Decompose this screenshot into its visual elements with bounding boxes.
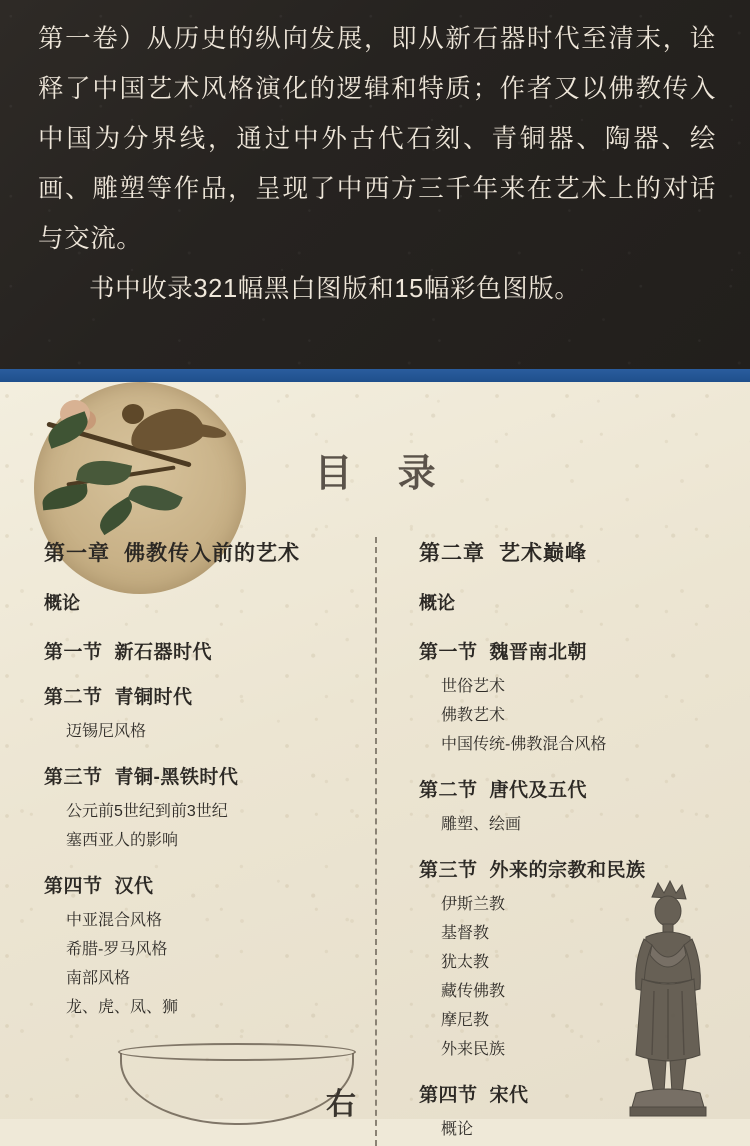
section-item: 中亚混合风格 [66, 912, 163, 929]
section-heading [419, 637, 734, 664]
intro-paragraph-2: 书中收录321幅黑白图版和15幅彩色图版。 [89, 275, 581, 303]
section-item: 迈锡尼风格 [66, 723, 147, 740]
toc-section-group [44, 682, 357, 744]
section-item: 南部风格 [66, 970, 131, 987]
chapter-number: 第一章 [44, 542, 110, 565]
section-item: 希腊-罗马风格 [66, 941, 168, 958]
section-heading [419, 775, 734, 802]
chapter-title: 艺术巅峰 [499, 542, 587, 565]
section-item: 世俗艺术 [441, 678, 506, 695]
chapter-heading [419, 537, 734, 567]
bird-head-shape [122, 404, 144, 424]
section-title: 外来的宗教和民族 [489, 860, 646, 881]
blue-divider [0, 369, 750, 382]
chapter-overview-label: 概论 [44, 593, 80, 613]
section-item: 龙、虎、凤、狮 [66, 999, 179, 1016]
section-heading [44, 871, 357, 898]
section-number: 第二节 [44, 687, 103, 708]
section-item: 摩尼教 [441, 1012, 490, 1029]
page-title: 目 录 [314, 450, 452, 495]
toc-paper-panel [0, 382, 750, 1138]
section-item: 伊斯兰教 [441, 896, 506, 913]
section-heading [44, 762, 357, 789]
section-title: 魏晋南北朝 [489, 642, 588, 663]
standing-buddha-statue-icon [608, 879, 726, 1119]
section-title: 唐代及五代 [489, 780, 588, 801]
section-title: 宋代 [489, 1085, 529, 1106]
intro-paragraph-1: 第一卷）从历史的纵向发展，即从新石器时代至清末，诠释了中国艺术风格演化的逻辑和特质；作者又以佛教传入中国为分界线，通过中外古代石刻、青铜器、陶器、绘画、雕塑等作品，呈现了中西方三千年来在艺术上的对话与交流。 [38, 25, 716, 253]
toc-section-group [44, 871, 357, 1020]
section-item: 公元前5世纪到前3世纪 [66, 803, 228, 820]
section-item: 雕塑、绘画 [441, 816, 522, 833]
section-number: 第三节 [44, 767, 103, 788]
section-item: 塞西亚人的影响 [66, 832, 179, 849]
section-title: 新石器时代 [114, 642, 213, 663]
section-heading [44, 637, 357, 664]
toc-section-group [419, 637, 734, 757]
section-item: 中国传统-佛教混合风格 [441, 736, 607, 753]
section-number: 第三节 [419, 860, 478, 881]
toc-section-group [44, 637, 357, 664]
section-number: 第四节 [419, 1085, 478, 1106]
section-title: 汉代 [114, 876, 154, 897]
toc-section-group [419, 775, 734, 837]
section-item: 概论 [441, 1121, 474, 1138]
chapter-title: 佛教传入前的艺术 [124, 542, 300, 565]
intro-text [38, 14, 716, 314]
section-number: 第一节 [44, 642, 103, 663]
chapter-heading [44, 537, 357, 567]
intro-dark-panel [0, 0, 750, 369]
section-item: 犹太教 [441, 954, 490, 971]
section-title: 青铜时代 [114, 687, 193, 708]
leaf-shape [94, 497, 139, 535]
decorative-character: 右 [326, 1088, 356, 1121]
section-item: 藏传佛教 [441, 983, 506, 1000]
section-item: 基督教 [441, 925, 490, 942]
toc-section-group [44, 762, 357, 853]
section-number: 第二节 [419, 780, 478, 801]
chapter-overview-label: 概论 [419, 593, 455, 613]
chapter-number: 第二章 [419, 542, 485, 565]
section-title: 青铜-黑铁时代 [114, 767, 239, 788]
section-item: 外来民族 [441, 1041, 506, 1058]
section-heading [44, 682, 357, 709]
section-number: 第一节 [419, 642, 478, 663]
section-heading [419, 855, 734, 882]
section-number: 第四节 [44, 876, 103, 897]
section-item: 佛教艺术 [441, 707, 506, 724]
